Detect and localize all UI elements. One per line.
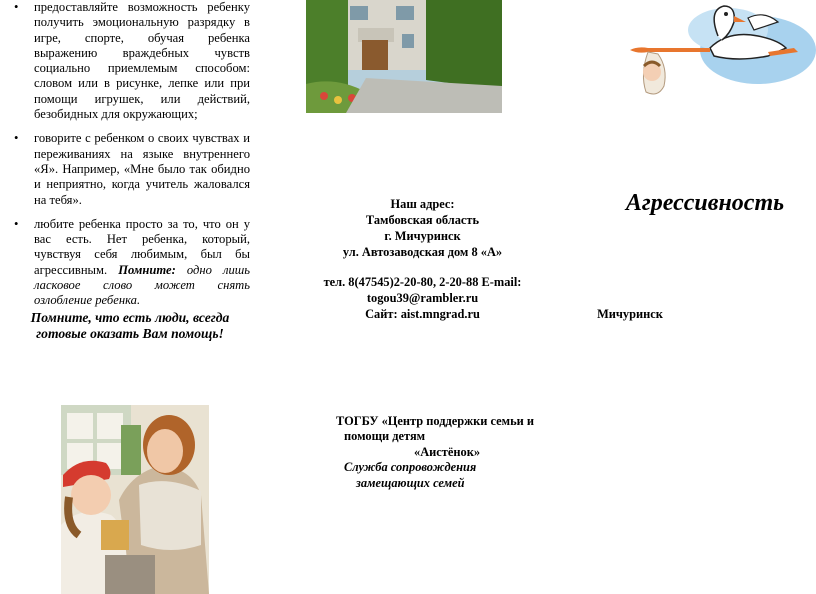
page-title: Агрессивность xyxy=(625,190,785,216)
mother-daughter-photo xyxy=(61,405,209,594)
reminder-line: Помните, что есть люди, всегда xyxy=(30,310,230,325)
reminder-line: готовые оказать Вам помощь! xyxy=(36,326,224,341)
tips-list xyxy=(12,0,250,318)
bullet-icon: • xyxy=(14,216,19,231)
help-reminder xyxy=(10,310,250,342)
spacer xyxy=(300,260,545,274)
city-label: Мичуринск xyxy=(597,307,663,321)
org-name-line: «Аистёнок» xyxy=(414,444,481,459)
tip-note-label: Помните: xyxy=(118,262,176,277)
tip-note-text: одно лишь ласковое слово может снять озлобление ребенка. xyxy=(34,262,250,308)
address-heading: Наш адрес: xyxy=(390,197,455,211)
bullet-icon: • xyxy=(14,0,19,14)
address-city: г. Мичуринск xyxy=(384,229,461,243)
list-item xyxy=(12,217,250,309)
tip-text: предоставляйте возможность ребенку получить эмоциональную разрядку в игре, спорте, обучая ребенка выражению враждебных чувств социально приемлемым способом: словом или в рисунке, лепке или при помощи игрушек, или действий, безобидных для окружающих; xyxy=(34,0,250,122)
list-item xyxy=(12,0,250,122)
tip-text: любите ребенка просто за то, что он у вас есть. Нет ребенка, который, чувствуя себя любимым, был бы агрессивным. xyxy=(34,216,250,277)
tip-text: говорите с ребенком о своих чувствах и переживаниях на языке внутреннего «Я». Например, «Мне было так обидно и неприятно, когда учитель жаловался на тебя». xyxy=(34,131,250,207)
address-street: ул. Автозаводская дом 8 «А» xyxy=(342,245,503,259)
org-name-line: ТОГБУ «Центр поддержки семьи и xyxy=(336,414,535,428)
stork-with-baby-logo xyxy=(618,0,816,100)
building-photo xyxy=(306,0,502,113)
list-item xyxy=(12,131,250,207)
organization-block xyxy=(330,414,550,491)
building-photo-drawing xyxy=(306,0,502,113)
org-service-line: замещающих семей xyxy=(356,475,465,490)
org-service-line: Служба сопровождения xyxy=(344,460,477,475)
family-photo-drawing xyxy=(61,405,209,594)
contact-site: Сайт: aist.mngrad.ru xyxy=(365,307,480,321)
bullet-icon: • xyxy=(14,131,19,146)
contact-phone: тел. 8(47545)2-20-80, 2-20-88 E-mail: xyxy=(323,275,522,289)
address-region: Тамбовская область xyxy=(365,213,480,227)
address-block xyxy=(300,196,545,322)
stork-drawing xyxy=(618,0,816,100)
org-name-line: помощи детям xyxy=(344,429,426,444)
contact-email: togou39@rambler.ru xyxy=(366,291,479,305)
